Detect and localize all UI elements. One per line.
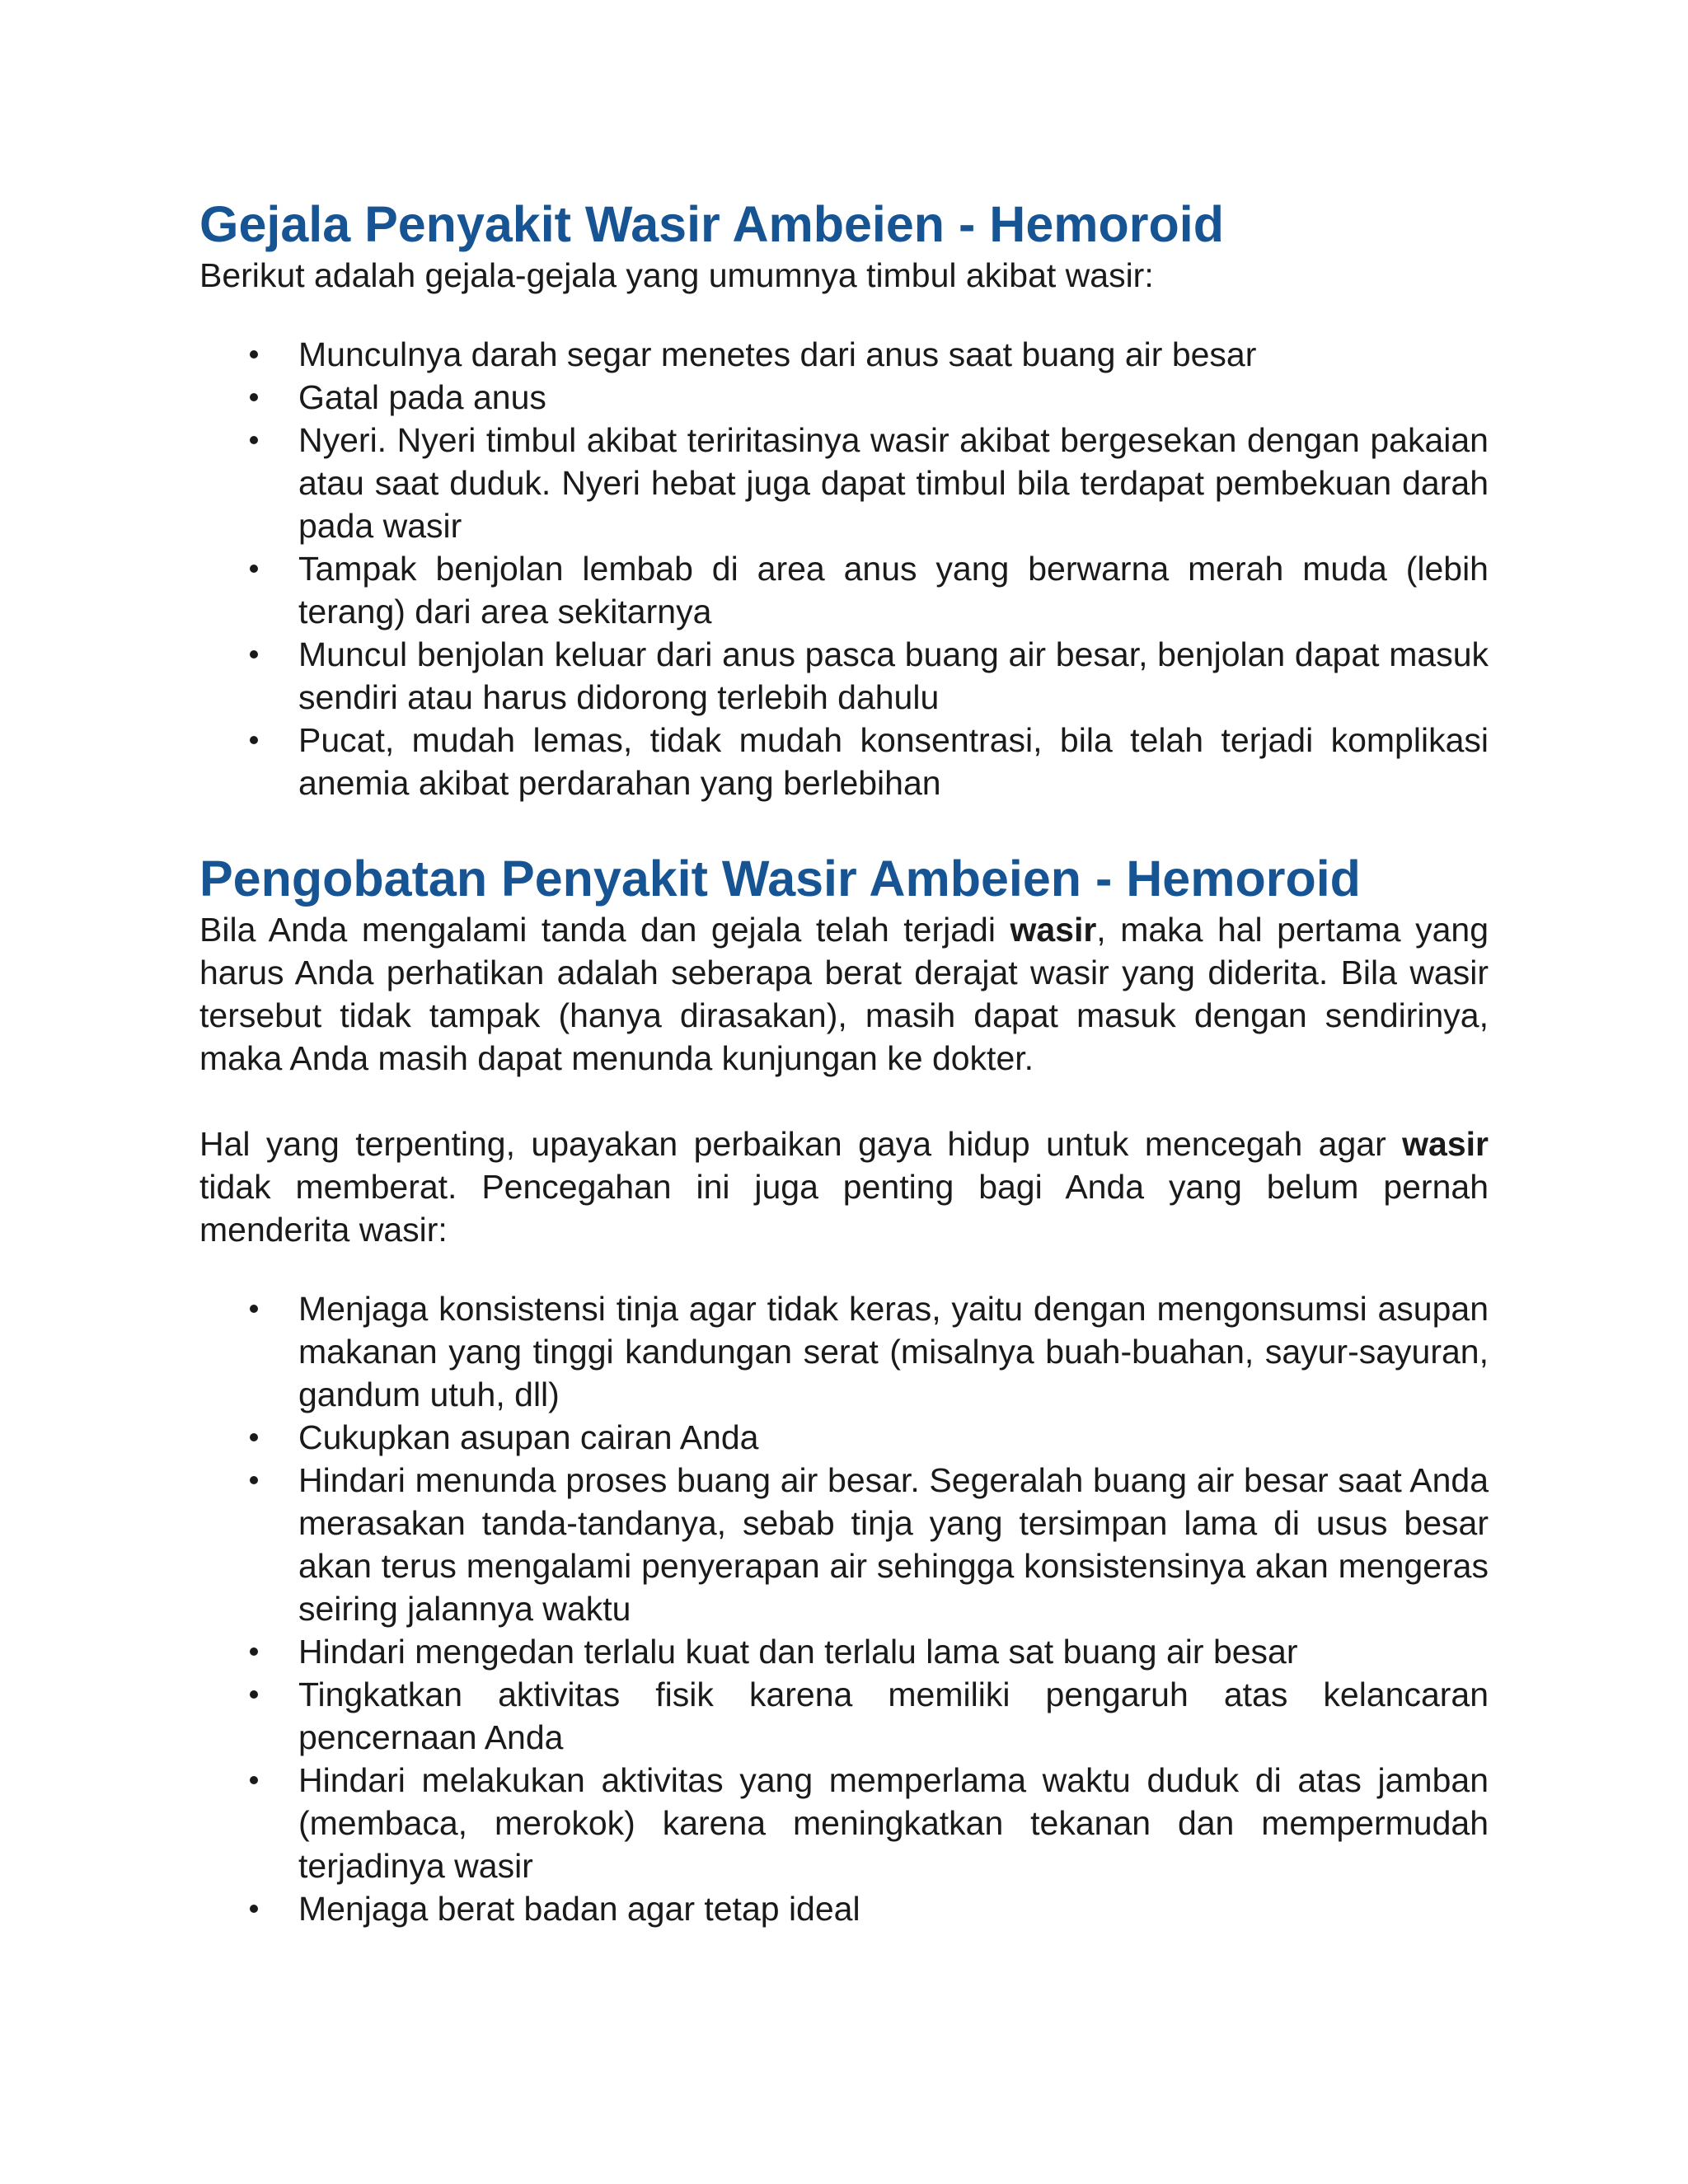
bullet-icon <box>250 350 258 359</box>
bold-keyword: wasir <box>1402 1125 1489 1163</box>
treatment-paragraph-2 <box>199 1122 1489 1251</box>
bullet-icon <box>250 1905 258 1913</box>
list-item <box>199 633 1489 719</box>
list-item <box>199 1416 1489 1459</box>
list-item-text: Tingkatkan aktivitas fisik karena memiliki pengaruh atas kelancaran pencernaan Anda <box>298 1675 1489 1756</box>
bullet-icon <box>250 393 258 401</box>
treatment-paragraph-1 <box>199 908 1489 1080</box>
list-item-text: Nyeri. Nyeri timbul akibat teriritasinya wasir akibat bergesekan dengan pakaian atau saat duduk. Nyeri hebat juga dapat timbul bila terdapat pembekuan darah pada wasir <box>298 421 1489 545</box>
bullet-icon <box>250 1433 258 1441</box>
bullet-icon <box>250 1305 258 1313</box>
bullet-icon <box>250 650 258 658</box>
bullet-icon <box>250 565 258 573</box>
paragraph-text: tidak memberat. Pencegahan ini juga penting bagi Anda yang belum pernah menderita wasir: <box>199 1168 1489 1249</box>
list-item-text: Muncul benjolan keluar dari anus pasca buang air besar, benjolan dapat masuk sendiri atau harus didorong terlebih dahulu <box>298 635 1489 716</box>
list-item-text: Hindari melakukan aktivitas yang memperlama waktu duduk di atas jamban (membaca, merokok) karena meningkatkan tekanan dan mempermudah terjadinya wasir <box>298 1761 1489 1885</box>
list-item <box>199 376 1489 419</box>
list-item <box>199 419 1489 547</box>
bullet-icon <box>250 1647 258 1656</box>
symptoms-intro: Berikut adalah gejala-gejala yang umumnya timbul akibat wasir: <box>199 256 1154 294</box>
bold-keyword: wasir <box>1010 911 1097 949</box>
list-item-text: Menjaga konsistensi tinja agar tidak keras, yaitu dengan mengonsumsi asupan makanan yang tinggi kandungan serat (misalnya buah-buahan, sayur-sayuran, gandum utuh, dll) <box>298 1290 1489 1413</box>
bullet-icon <box>250 1776 258 1784</box>
bullet-icon <box>250 1476 258 1484</box>
list-item <box>199 719 1489 804</box>
list-item-text: Cukupkan asupan cairan Anda <box>298 1418 759 1456</box>
symptoms-heading: Gejala Penyakit Wasir Ambeien - Hemoroid <box>199 196 1224 252</box>
bullet-icon <box>250 436 258 444</box>
list-item-text: Menjaga berat badan agar tetap ideal <box>298 1890 860 1928</box>
bullet-icon <box>250 736 258 744</box>
list-item-text: Gatal pada anus <box>298 378 546 416</box>
paragraph-text: , maka hal pertama yang harus Anda perhatikan adalah seberapa berat derajat wasir yang diderita. Bila wasir tersebut tidak tampak (hanya dirasakan), masih dapat masuk dengan sendirinya, maka Anda masih dapat menunda kunjungan ke dokter. <box>199 911 1489 1077</box>
list-item <box>199 547 1489 633</box>
treatment-heading: Pengobatan Penyakit Wasir Ambeien - Hemoroid <box>199 851 1361 907</box>
bullet-icon <box>250 1690 258 1699</box>
list-item-text: Hindari mengedan terlalu kuat dan terlalu lama sat buang air besar <box>298 1633 1298 1671</box>
paragraph-text: Hal yang terpenting, upayakan perbaikan gaya hidup untuk mencegah agar <box>199 1125 1403 1163</box>
list-item <box>199 1630 1489 1673</box>
list-item <box>199 1459 1489 1630</box>
list-item <box>199 1887 1489 1930</box>
list-item-text: Tampak benjolan lembab di area anus yang berwarna merah muda (lebih terang) dari area sekitarnya <box>298 550 1489 630</box>
list-item <box>199 1287 1489 1416</box>
list-item-text: Pucat, mudah lemas, tidak mudah konsentrasi, bila telah terjadi komplikasi anemia akibat perdarahan yang berlebihan <box>298 721 1489 802</box>
list-item <box>199 1673 1489 1759</box>
document-page <box>199 194 1489 1930</box>
paragraph-text: Bila Anda mengalami tanda dan gejala telah terjadi <box>199 911 1010 949</box>
symptoms-list <box>199 333 1489 804</box>
prevention-list <box>199 1287 1489 1930</box>
list-item <box>199 1759 1489 1887</box>
list-item-text: Munculnya darah segar menetes dari anus saat buang air besar <box>298 335 1257 373</box>
list-item <box>199 333 1489 376</box>
list-item-text: Hindari menunda proses buang air besar. Segeralah buang air besar saat Anda merasakan tanda-tandanya, sebab tinja yang tersimpan lama di usus besar akan terus mengalami penyerapan air sehingga konsistensinya akan mengeras seiring jalannya waktu <box>298 1461 1489 1628</box>
